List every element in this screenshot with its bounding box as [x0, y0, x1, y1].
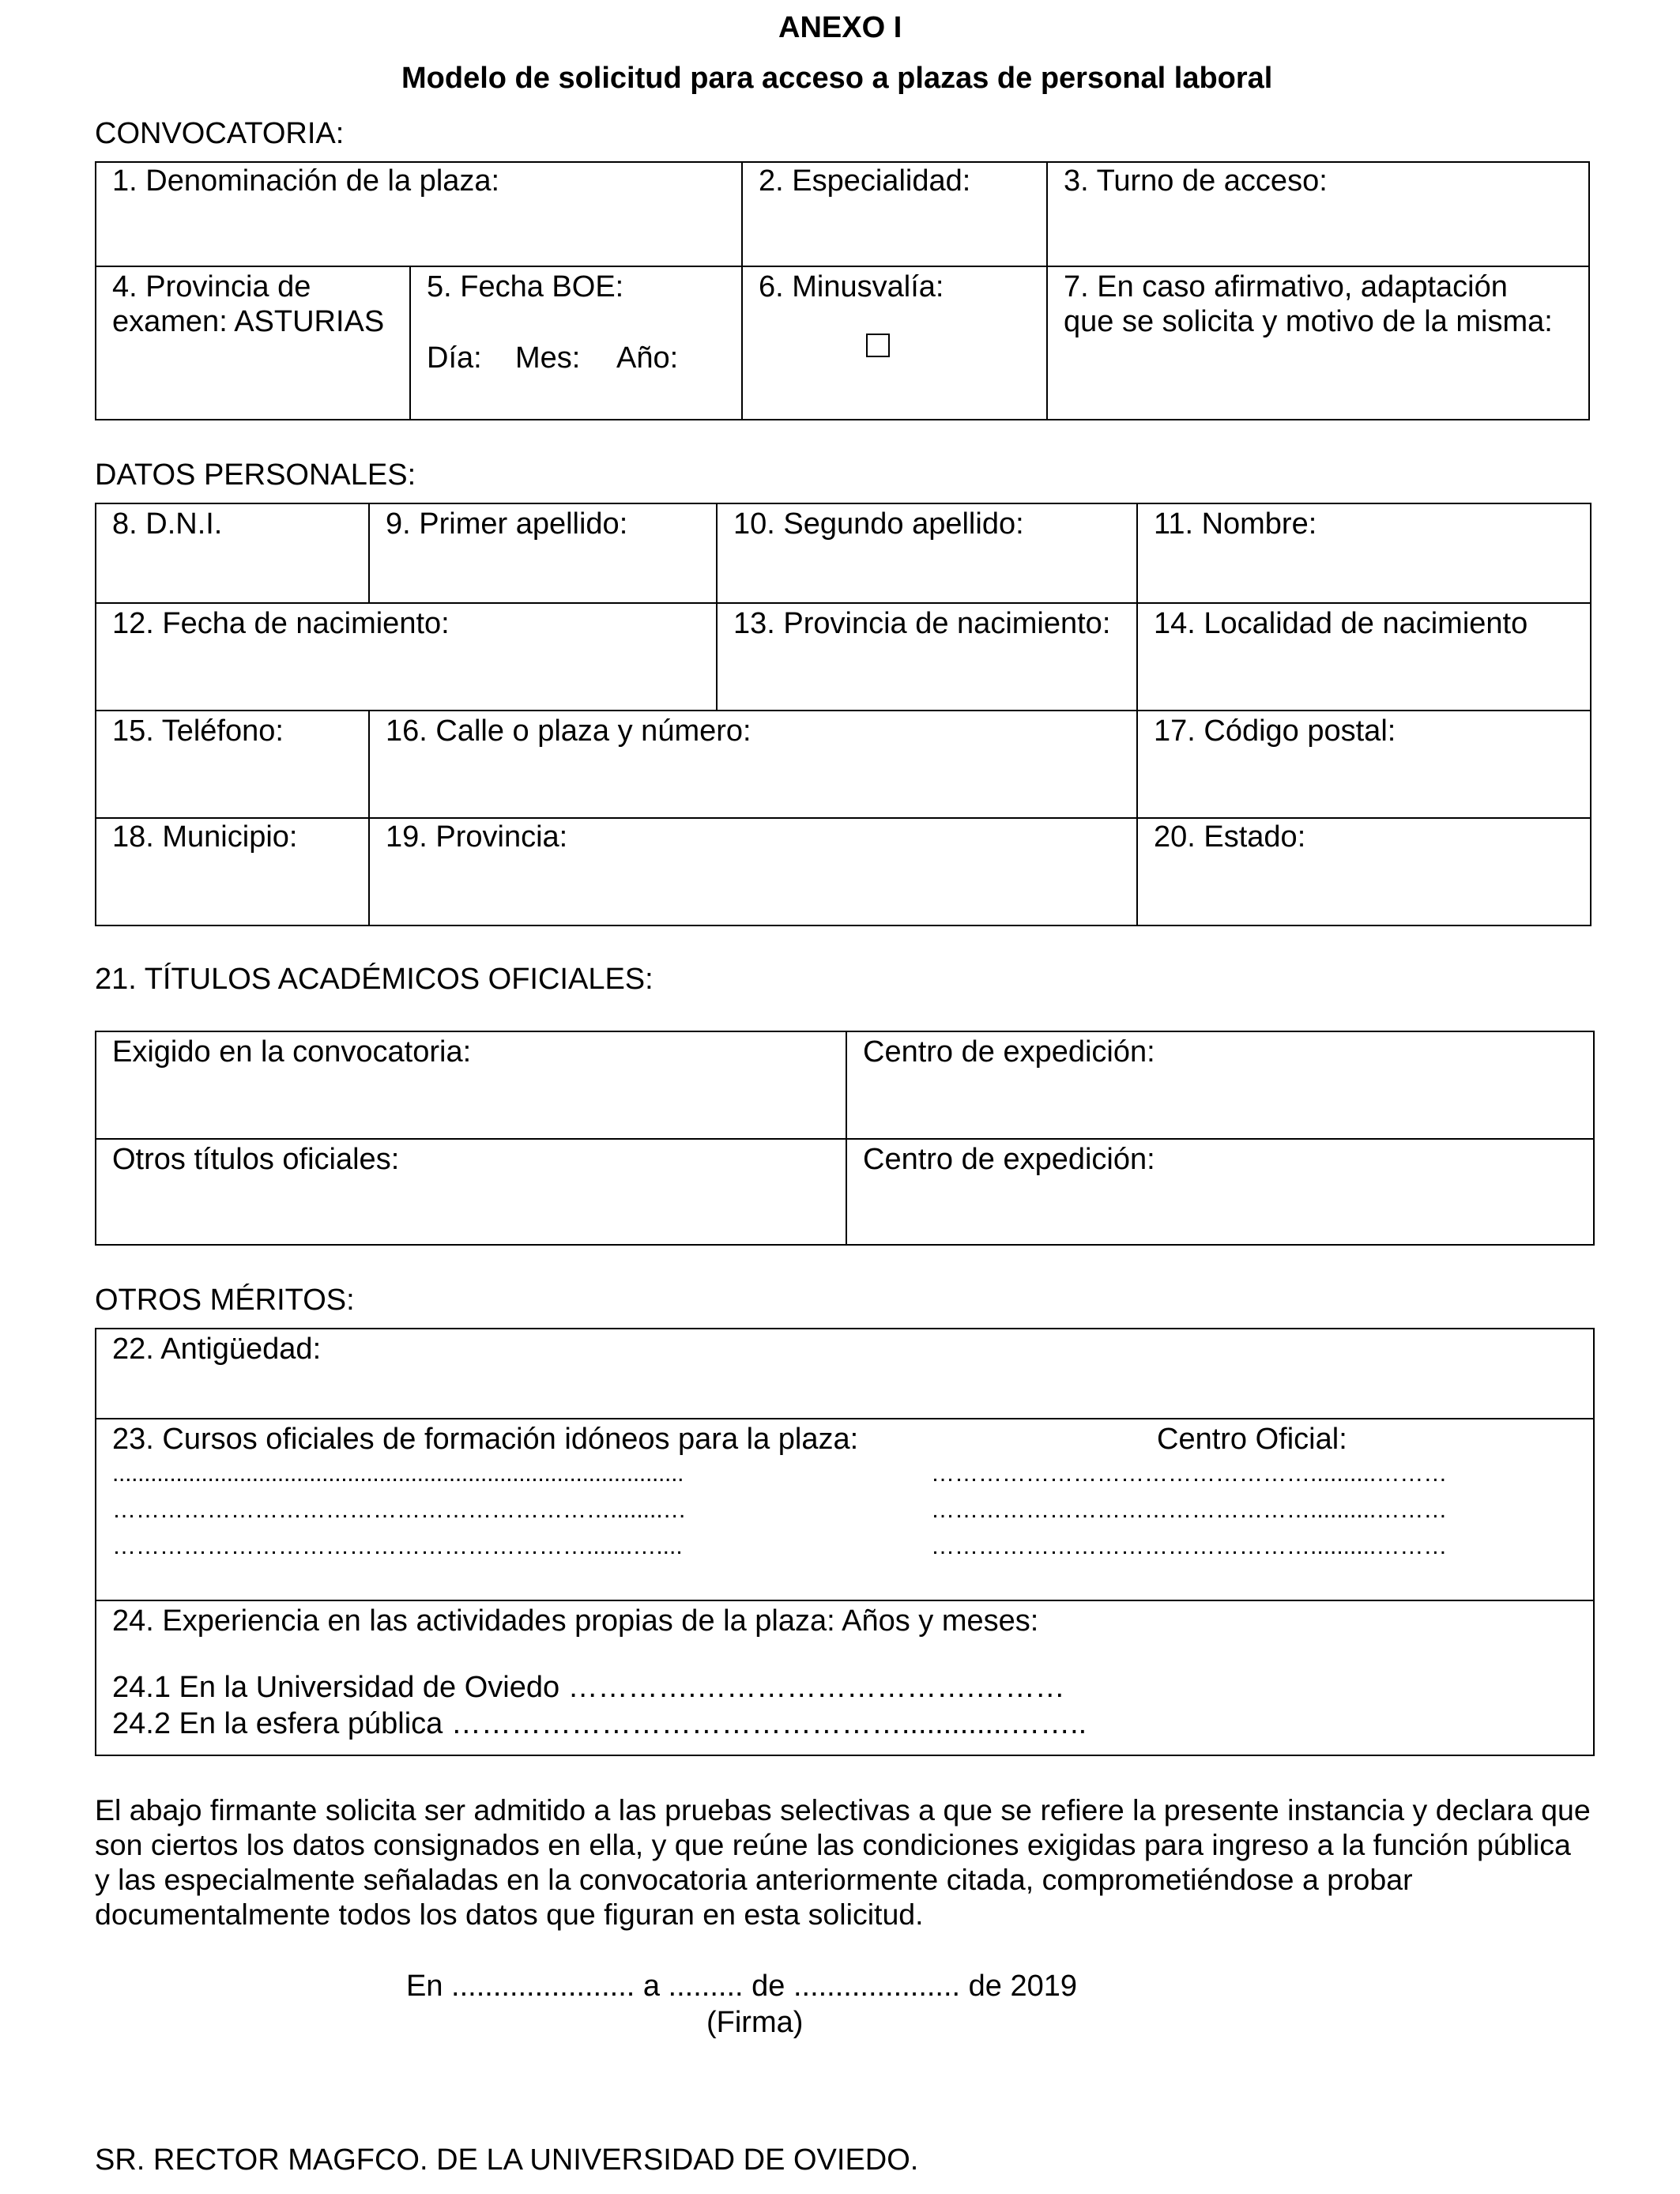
addressee: SR. RECTOR MAGFCO. DE LA UNIVERSIDAD DE OVIEDO. [95, 2143, 919, 2177]
field-centro-expedicion-1[interactable]: Centro de expedición: [863, 1035, 1155, 1069]
divider [846, 1031, 847, 1246]
divider [95, 1418, 1595, 1419]
field-minusvalia: 6. Minusvalía: [759, 270, 944, 303]
field-titulo-exigido[interactable]: Exigido en la convocatoria: [112, 1035, 472, 1069]
divider [95, 266, 1590, 267]
centro-line-3[interactable]: …………………………………………..........……… [931, 1533, 1448, 1559]
cursos-line-2[interactable]: ………………………………………………………........… [112, 1497, 687, 1523]
place-date-line[interactable]: En ...................... a ......... de .................... de 2019 [406, 1970, 1078, 2003]
cursos-line-1[interactable]: .......................................................................................... [112, 1461, 684, 1487]
field-experiencia: 24. Experiencia en las actividades propias de la plaza: Años y meses: [112, 1604, 1039, 1638]
divider [741, 161, 743, 420]
divider [95, 1138, 1595, 1140]
titulos-heading: 21. TÍTULOS ACADÉMICOS OFICIALES: [95, 963, 654, 996]
field-dni[interactable]: 8. D.N.I. [112, 507, 223, 541]
signature-label: (Firma) [706, 2006, 804, 2039]
convocatoria-heading: CONVOCATORIA: [95, 117, 345, 150]
personales-heading: DATOS PERSONALES: [95, 458, 416, 492]
divider [95, 602, 1591, 604]
field-telefono[interactable]: 15. Teléfono: [112, 714, 284, 748]
divider [95, 1600, 1595, 1601]
divider [368, 710, 370, 926]
field-adaptacion-l2: que se solicita y motivo de la misma: [1064, 305, 1553, 338]
field-centro-oficial: Centro Oficial: [1157, 1423, 1347, 1456]
centro-line-1[interactable]: …………………………………………..........……… [931, 1461, 1448, 1487]
fecha-boe-dia: Día: [427, 341, 482, 375]
field-plaza[interactable]: 1. Denominación de la plaza: [112, 164, 500, 198]
field-adaptacion-l1[interactable]: 7. En caso afirmativo, adaptación [1064, 270, 1508, 303]
field-fecha-nacimiento[interactable]: 12. Fecha de nacimiento: [112, 607, 450, 640]
field-calle[interactable]: 16. Calle o plaza y número: [386, 714, 751, 748]
field-otros-titulos[interactable]: Otros títulos oficiales: [112, 1143, 400, 1176]
experiencia-universidad[interactable]: 24.1 En la Universidad de Oviedo ………….……………………….……… [112, 1671, 1065, 1704]
centro-line-2[interactable]: …………………………………………..........……… [931, 1497, 1448, 1523]
field-primer-apellido[interactable]: 9. Primer apellido: [386, 507, 628, 541]
annex-label: ANEXO I [778, 11, 902, 44]
field-turno[interactable]: 3. Turno de acceso: [1064, 164, 1328, 198]
divider [1136, 503, 1138, 926]
field-localidad-nacimiento[interactable]: 14. Localidad de nacimiento [1154, 607, 1528, 640]
meritos-heading: OTROS MÉRITOS: [95, 1284, 355, 1317]
experiencia-publica[interactable]: 24.2 En la esfera pública ……………………………………….............…….. [112, 1707, 1087, 1740]
cursos-line-3[interactable]: …………………………………………………….......….... [112, 1533, 683, 1559]
field-provincia-examen-l1: 4. Provincia de [112, 270, 311, 303]
fecha-boe-mes: Mes: [515, 341, 581, 375]
divider [95, 710, 1591, 711]
field-estado[interactable]: 20. Estado: [1154, 820, 1306, 854]
field-provincia-examen-l2: examen: ASTURIAS [112, 305, 385, 338]
field-nombre[interactable]: 11. Nombre: [1154, 507, 1317, 541]
form-title: Modelo de solicitud para acceso a plazas de personal laboral [401, 62, 1273, 95]
field-especialidad[interactable]: 2. Especialidad: [759, 164, 971, 198]
field-provincia-nacimiento[interactable]: 13. Provincia de nacimiento: [733, 607, 1111, 640]
declaration-text: El abajo firmante solicita ser admitido a las pruebas selectivas a que se refiere la presente instancia y declara que son ciertos los datos consignados en ella, y que reúne las condiciones exigidas para ingreso a la función pública y las especialmente señaladas en la convocatoria anteriormente citada, comprometiéndose a probar documentalmente todos los datos que figuran en esta solicitud. [95, 1793, 1591, 1931]
divider [409, 266, 411, 420]
divider [716, 503, 718, 710]
divider [368, 503, 370, 602]
field-cursos: 23. Cursos oficiales de formación idóneos para la plaza: [112, 1423, 859, 1456]
field-centro-expedicion-2[interactable]: Centro de expedición: [863, 1143, 1155, 1176]
divider [1046, 161, 1048, 420]
field-segundo-apellido[interactable]: 10. Segundo apellido: [733, 507, 1024, 541]
divider [95, 817, 1591, 819]
field-provincia[interactable]: 19. Provincia: [386, 820, 568, 854]
fecha-boe-anio: Año: [616, 341, 679, 375]
minusvalia-checkbox[interactable] [866, 334, 890, 357]
field-codigo-postal[interactable]: 17. Código postal: [1154, 714, 1396, 748]
field-fecha-boe[interactable]: 5. Fecha BOE: [427, 270, 624, 303]
field-municipio[interactable]: 18. Municipio: [112, 820, 298, 854]
field-antiguedad[interactable]: 22. Antigüedad: [112, 1333, 322, 1366]
